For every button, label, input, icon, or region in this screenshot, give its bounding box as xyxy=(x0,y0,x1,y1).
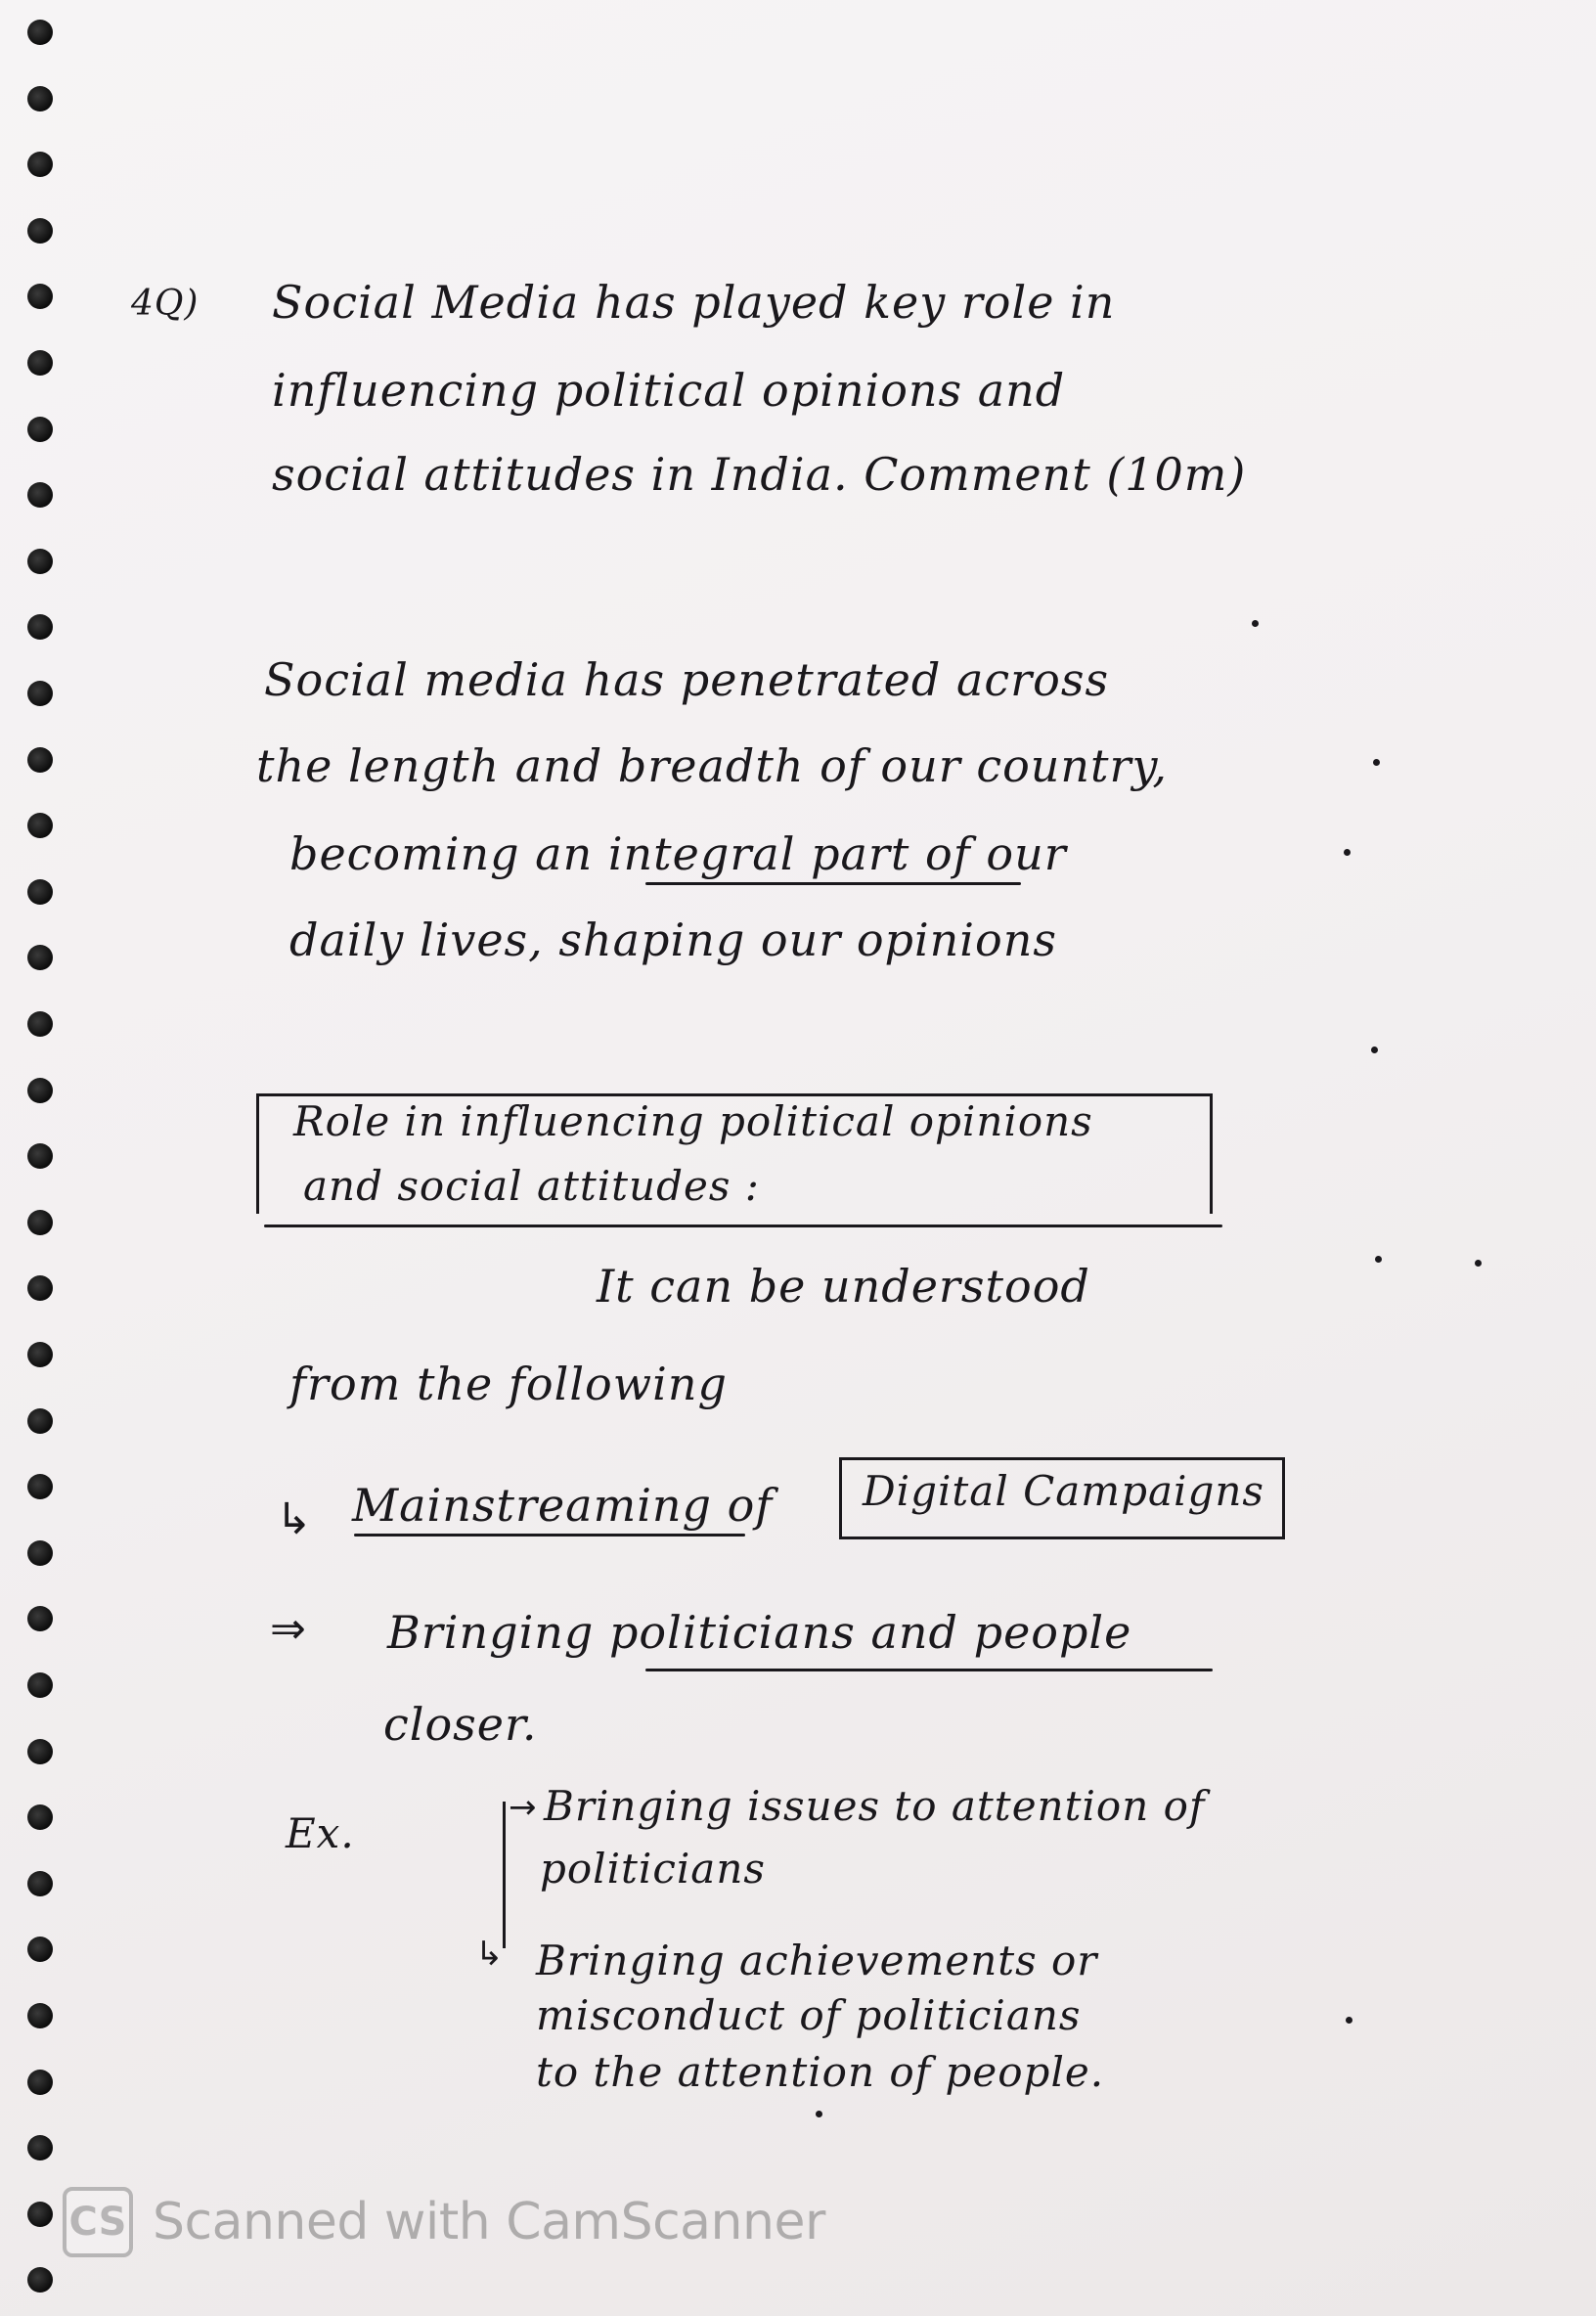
binder-hole xyxy=(27,945,53,970)
integral-part-underline xyxy=(645,882,1021,885)
binder-hole xyxy=(27,1871,53,1896)
sub-1-line-1: Bringing issues to attention of xyxy=(544,1782,1206,1830)
camscanner-logo-icon: CS xyxy=(63,2187,133,2257)
binder-hole xyxy=(27,20,53,45)
binder-hole xyxy=(27,152,53,177)
heading-line-1: Role in influencing political opinions xyxy=(293,1097,1093,1145)
binder-hole xyxy=(27,1606,53,1631)
binder-hole xyxy=(27,1275,53,1301)
sub-arrow-icon-2: ↳ xyxy=(475,1935,504,1974)
binder-hole xyxy=(27,86,53,111)
intro-line-2: the length and breadth of our country, xyxy=(256,739,1169,792)
binder-hole xyxy=(27,2202,53,2227)
binder-hole xyxy=(27,1672,53,1698)
binder-hole xyxy=(27,2135,53,2160)
intro-line-1: Social media has penetrated across xyxy=(264,653,1110,706)
intro-line-3: becoming an integral part of our xyxy=(289,827,1067,880)
heading-rule xyxy=(264,1225,1222,1227)
binder-hole xyxy=(27,813,53,838)
arrow-icon: ↳ xyxy=(276,1494,312,1544)
sub-2-line-2: misconduct of politicians xyxy=(536,1991,1082,2039)
ex-label: Ex. xyxy=(286,1809,355,1857)
binder-hole xyxy=(27,1474,53,1499)
stray-mark xyxy=(1344,849,1351,856)
binder-holes xyxy=(23,10,59,2308)
binder-hole xyxy=(27,1342,53,1367)
binder-hole xyxy=(27,1011,53,1037)
binder-hole xyxy=(27,1408,53,1434)
binder-hole xyxy=(27,614,53,640)
binder-hole xyxy=(27,350,53,376)
point-2-line-1: Bringing politicians and people xyxy=(387,1606,1132,1659)
stray-mark xyxy=(1375,1256,1382,1263)
binder-hole xyxy=(27,879,53,905)
stray-mark xyxy=(1371,1047,1378,1053)
binder-hole xyxy=(27,549,53,574)
sub-2-line-1: Bringing achievements or xyxy=(536,1937,1098,1984)
stray-mark xyxy=(1475,1260,1482,1267)
stray-mark xyxy=(1373,759,1380,766)
binder-hole xyxy=(27,1078,53,1103)
lead-line-2: from the following xyxy=(289,1358,728,1410)
sub-arrow-icon: → xyxy=(509,1788,537,1827)
binder-hole xyxy=(27,1143,53,1169)
binder-hole xyxy=(27,218,53,244)
point-1-underline xyxy=(354,1534,745,1537)
binder-hole xyxy=(27,1937,53,1962)
stray-mark xyxy=(1252,620,1259,627)
question-line-1: Social Media has played key role in xyxy=(272,276,1116,329)
binder-hole xyxy=(27,1540,53,1566)
binder-hole xyxy=(27,1739,53,1764)
question-number: 4Q) xyxy=(131,284,200,324)
binder-hole xyxy=(27,417,53,442)
binder-hole xyxy=(27,482,53,508)
binder-hole xyxy=(27,2003,53,2028)
question-line-3: social attitudes in India. Comment (10m) xyxy=(272,448,1247,501)
binder-hole xyxy=(27,2267,53,2293)
stray-mark xyxy=(816,2111,822,2117)
camscanner-watermark xyxy=(63,2187,825,2257)
binder-hole xyxy=(27,1804,53,1830)
point-2-line-2: closer. xyxy=(383,1698,538,1751)
double-arrow-icon: ⇒ xyxy=(270,1604,306,1654)
question-line-2: influencing political opinions and xyxy=(272,364,1066,417)
point-1-boxed-text: Digital Campaigns xyxy=(863,1467,1264,1515)
binder-hole xyxy=(27,284,53,309)
stray-mark xyxy=(1346,2017,1352,2024)
binder-hole xyxy=(27,2070,53,2095)
lead-line-1: It can be understood xyxy=(597,1260,1090,1313)
point-2-underline xyxy=(645,1669,1213,1671)
binder-hole xyxy=(27,747,53,773)
sub-2-line-3: to the attention of people. xyxy=(536,2048,1105,2096)
intro-line-4: daily lives, shaping our opinions xyxy=(289,913,1057,966)
sub-1-line-2: politicians xyxy=(540,1845,766,1893)
binder-hole xyxy=(27,1210,53,1235)
heading-line-2: and social attitudes : xyxy=(303,1162,760,1210)
binder-hole xyxy=(27,681,53,706)
watermark-text: Scanned with CamScanner xyxy=(153,2193,825,2251)
point-1-text: Mainstreaming of xyxy=(352,1479,774,1532)
